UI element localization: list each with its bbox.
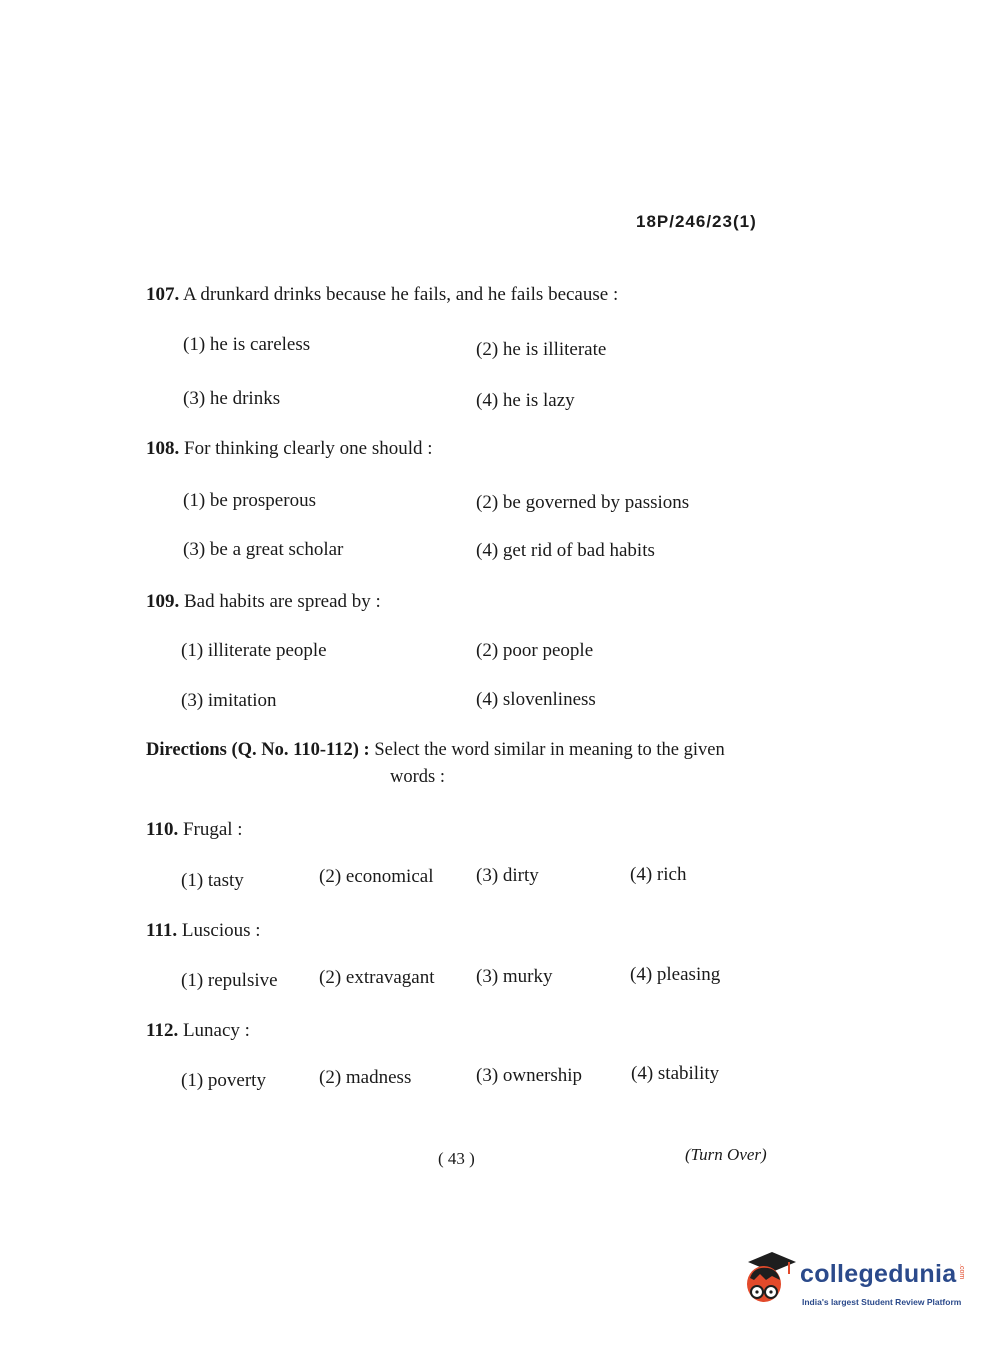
option-108-2: (2) be governed by passions <box>476 492 690 513</box>
logo-suffix: .com <box>958 1264 965 1280</box>
page-number: ( 43 ) <box>438 1149 475 1168</box>
option-110-2: (2) economical <box>319 866 434 887</box>
option-110-3: (3) dirty <box>476 865 539 886</box>
option-109-3: (3) imitation <box>181 690 277 711</box>
option-110-1: (1) tasty <box>181 870 244 891</box>
option-111-3: (3) murky <box>476 966 553 987</box>
turn-over-note: (Turn Over) <box>685 1145 767 1164</box>
collegedunia-logo <box>742 1250 972 1320</box>
paper-code: 18P/246/23(1) <box>636 212 757 231</box>
question-107 <box>146 284 618 306</box>
directions-label: Directions (Q. No. 110-112) : <box>146 740 370 760</box>
question-108 <box>146 438 433 460</box>
directions <box>146 740 776 787</box>
question-number: 108. <box>146 438 180 459</box>
option-107-1: (1) he is careless <box>183 334 311 355</box>
directions-text-cont: words : <box>390 767 445 787</box>
question-text: A drunkard drinks because he fails, and he fails because : <box>182 284 619 305</box>
option-108-4: (4) get rid of bad habits <box>476 540 655 561</box>
question-text: For thinking clearly one should : <box>184 438 433 459</box>
option-112-1: (1) poverty <box>181 1070 266 1091</box>
question-110 <box>146 819 243 841</box>
option-111-4: (4) pleasing <box>630 964 721 985</box>
question-number: 111. <box>146 920 178 941</box>
question-text: Lunacy : <box>182 1020 250 1041</box>
option-108-3: (3) be a great scholar <box>183 539 344 560</box>
mascot-icon <box>742 1250 800 1312</box>
option-111-2: (2) extravagant <box>319 967 435 988</box>
option-107-4: (4) he is lazy <box>476 390 575 411</box>
option-112-4: (4) stability <box>631 1063 720 1084</box>
question-111 <box>146 920 261 942</box>
option-109-4: (4) slovenliness <box>476 689 596 710</box>
option-109-1: (1) illiterate people <box>181 640 327 661</box>
option-107-3: (3) he drinks <box>183 388 281 409</box>
question-text: Bad habits are spread by : <box>184 591 381 612</box>
option-109-2: (2) poor people <box>476 640 594 661</box>
directions-text: Select the word similar in meaning to the given <box>374 740 725 760</box>
logo-wordmark: collegedunia <box>800 1260 957 1288</box>
option-110-4: (4) rich <box>630 864 687 885</box>
option-112-2: (2) madness <box>319 1067 412 1088</box>
option-112-3: (3) ownership <box>476 1065 583 1086</box>
question-number: 112. <box>146 1020 179 1041</box>
question-112 <box>146 1020 250 1042</box>
option-108-1: (1) be prosperous <box>183 490 316 511</box>
logo-tagline: India's largest Student Review Platform <box>802 1297 962 1307</box>
question-text: Frugal : <box>182 819 243 840</box>
option-111-1: (1) repulsive <box>181 970 278 991</box>
option-107-2: (2) he is illiterate <box>476 339 607 360</box>
question-text: Luscious : <box>181 920 261 941</box>
question-109 <box>146 591 381 613</box>
question-number: 110. <box>146 819 179 840</box>
question-number: 109. <box>146 591 180 612</box>
question-number: 107. <box>146 284 180 305</box>
